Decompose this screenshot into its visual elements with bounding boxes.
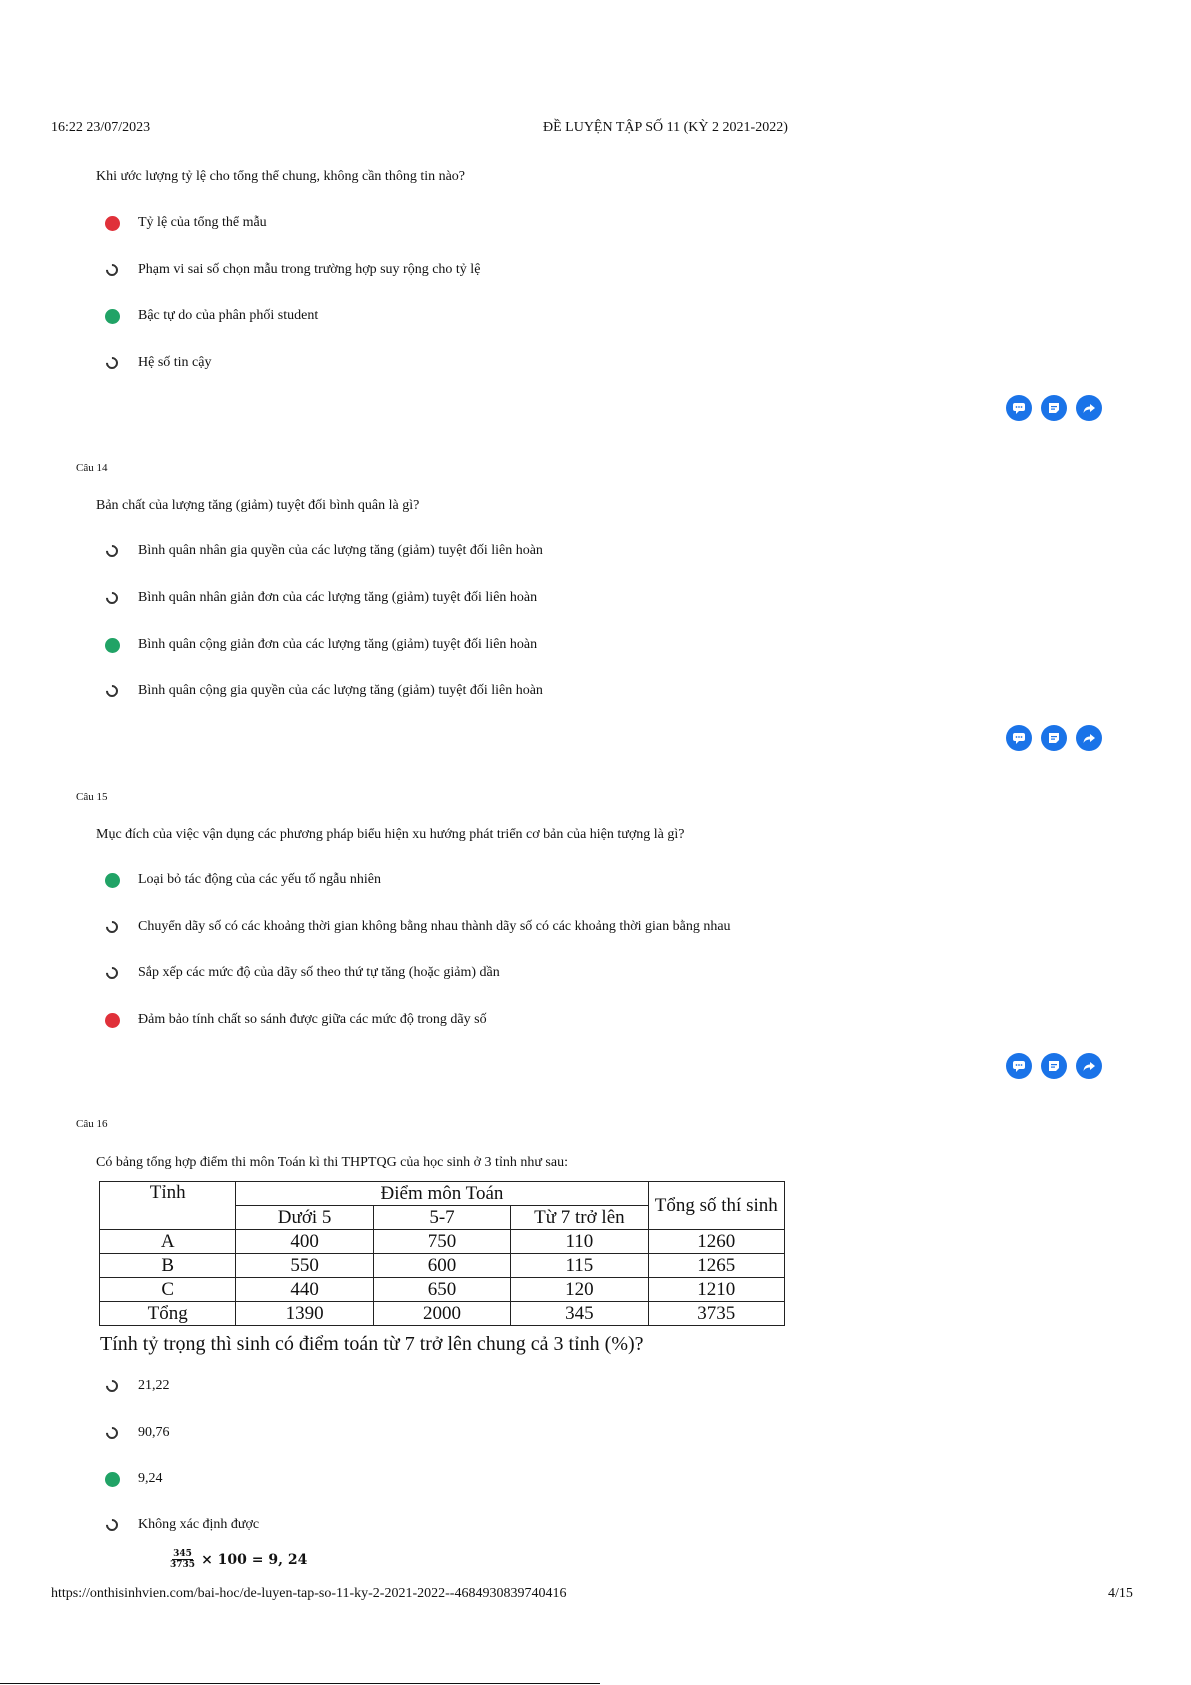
- table-cell: 1210: [648, 1278, 784, 1302]
- option-label: Tỷ lệ của tổng thể mẫu: [138, 215, 267, 230]
- option-label: 21,22: [138, 1378, 170, 1393]
- radio-icon: [104, 543, 120, 559]
- q13-option-4[interactable]: [104, 352, 211, 374]
- option-label: Đảm bảo tính chất so sánh được giữa các mức độ trong dãy số: [138, 1012, 487, 1027]
- wrong-icon: [104, 215, 120, 231]
- bottom-divider: [0, 1683, 600, 1684]
- table-cell: 115: [511, 1254, 648, 1278]
- q14-option-2[interactable]: [104, 587, 537, 609]
- header-group: Điểm môn Toán: [236, 1182, 648, 1206]
- formula-denominator: 3735: [170, 1560, 196, 1570]
- comment-icon[interactable]: [1006, 395, 1032, 421]
- q15-option-1[interactable]: [104, 869, 381, 891]
- table-cell: 110: [511, 1230, 648, 1254]
- radio-icon: [104, 1425, 120, 1441]
- q16-option-2[interactable]: [104, 1422, 170, 1444]
- table-cell: 650: [373, 1278, 510, 1302]
- q13-option-2[interactable]: [104, 259, 480, 281]
- option-label: Chuyển dãy số có các khoảng thời gian không bằng nhau thành dãy số có các khoảng thời gian bằng nhau: [138, 919, 731, 934]
- table-cell: 400: [236, 1230, 373, 1254]
- table-row: [100, 1230, 785, 1254]
- question-15-text: Mục đích của việc vận dụng các phương pháp biểu hiện xu hướng phát triển cơ bản của hiện tượng là gì?: [96, 827, 685, 842]
- table-cell: Tổng: [100, 1302, 236, 1326]
- option-label: Bình quân nhân gia quyền của các lượng tăng (giảm) tuyệt đối liên hoàn: [138, 543, 543, 558]
- option-label: Bình quân cộng giản đơn của các lượng tăng (giảm) tuyệt đối liên hoàn: [138, 637, 538, 652]
- score-table: [99, 1181, 785, 1326]
- q14-option-3[interactable]: [104, 634, 537, 656]
- check-icon: [104, 872, 120, 888]
- table-row: [100, 1302, 785, 1326]
- table-cell: B: [100, 1254, 236, 1278]
- share-icon[interactable]: [1076, 725, 1102, 751]
- option-label: Sắp xếp các mức độ của dãy số theo thứ tự tăng (hoặc giảm) dần: [138, 965, 500, 980]
- question-13-text: Khi ước lượng tỷ lệ cho tổng thể chung, không cần thông tin nào?: [96, 169, 466, 184]
- share-icon[interactable]: [1076, 1053, 1102, 1079]
- formula-fraction: [170, 1549, 195, 1570]
- table-cell: 750: [373, 1230, 510, 1254]
- table-cell: 550: [236, 1254, 373, 1278]
- radio-icon: [104, 683, 120, 699]
- radio-icon: [104, 1517, 120, 1533]
- header-province: Tỉnh: [100, 1182, 236, 1230]
- check-icon: [104, 637, 120, 653]
- table-cell: 3735: [648, 1302, 784, 1326]
- solution-formula: [170, 1549, 307, 1570]
- check-icon: [104, 308, 120, 324]
- comment-icon[interactable]: [1006, 1053, 1032, 1079]
- check-icon: [104, 1471, 120, 1487]
- question-16-text: Có bảng tổng hợp điểm thi môn Toán kì thi THPTQG của học sinh ở 3 tỉnh như sau:: [96, 1155, 568, 1170]
- note-icon[interactable]: [1041, 395, 1067, 421]
- option-label: Bậc tự do của phân phối student: [138, 308, 319, 323]
- comment-icon[interactable]: [1006, 725, 1032, 751]
- wrong-icon: [104, 1012, 120, 1028]
- q16-option-3[interactable]: [104, 1468, 163, 1490]
- q14-option-1[interactable]: [104, 540, 543, 562]
- q13-option-1[interactable]: [104, 212, 267, 234]
- formula-rest: × 100 = 9, 24: [201, 1551, 308, 1568]
- table-row: [100, 1278, 785, 1302]
- option-label: Bình quân nhân giản đơn của các lượng tăng (giảm) tuyệt đối liên hoàn: [138, 590, 538, 605]
- table-cell: 1390: [236, 1302, 373, 1326]
- radio-icon: [104, 919, 120, 935]
- q15-actions: [1006, 1053, 1102, 1079]
- page-number: 4/15: [1108, 1586, 1133, 1601]
- q13-actions: [1006, 395, 1102, 421]
- note-icon[interactable]: [1041, 1053, 1067, 1079]
- header-total: Tổng số thí sinh: [648, 1182, 784, 1230]
- option-label: Loại bỏ tác động của các yếu tố ngẫu nhiên: [138, 872, 381, 887]
- note-icon[interactable]: [1041, 725, 1067, 751]
- table-cell: C: [100, 1278, 236, 1302]
- option-label: Bình quân cộng gia quyền của các lượng tăng (giảm) tuyệt đối liên hoàn: [138, 683, 543, 698]
- table-header-row: [100, 1182, 785, 1206]
- table-cell: 345: [511, 1302, 648, 1326]
- print-datetime: 16:22 23/07/2023: [51, 120, 151, 135]
- radio-icon: [104, 1378, 120, 1394]
- radio-icon: [104, 262, 120, 278]
- formula-numerator: 345: [173, 1549, 192, 1559]
- table-cell: 440: [236, 1278, 373, 1302]
- question-16-number: Câu 16: [76, 1118, 108, 1130]
- question-15-number: Câu 15: [76, 791, 108, 803]
- radio-icon: [104, 590, 120, 606]
- q16-option-1[interactable]: [104, 1375, 170, 1397]
- option-label: 9,24: [138, 1471, 163, 1486]
- q14-option-4[interactable]: [104, 680, 543, 702]
- q15-option-3[interactable]: [104, 962, 500, 984]
- share-icon[interactable]: [1076, 395, 1102, 421]
- q15-option-2[interactable]: [104, 916, 731, 938]
- table-cell: 2000: [373, 1302, 510, 1326]
- page-title: ĐỀ LUYỆN TẬP SỐ 11 (KỲ 2 2021-2022): [543, 120, 788, 135]
- question-14-text: Bản chất của lượng tăng (giảm) tuyệt đối bình quân là gì?: [96, 498, 420, 513]
- radio-icon: [104, 965, 120, 981]
- radio-icon: [104, 355, 120, 371]
- table-cell: A: [100, 1230, 236, 1254]
- table-row: [100, 1254, 785, 1278]
- subheader-cell: Từ 7 trở lên: [511, 1206, 648, 1230]
- q15-option-4[interactable]: [104, 1009, 487, 1031]
- option-label: Hệ số tin cậy: [138, 355, 212, 370]
- q13-option-3[interactable]: [104, 305, 318, 327]
- footer-url[interactable]: https://onthisinhvien.com/bai-hoc/de-luyen-tap-so-11-ky-2-2021-2022--4684930839740416: [51, 1586, 567, 1601]
- option-label: Phạm vi sai số chọn mẫu trong trường hợp suy rộng cho tỷ lệ: [138, 262, 481, 277]
- option-label: Không xác định được: [138, 1517, 260, 1532]
- question-16-prompt: Tính tỷ trọng thì sinh có điểm toán từ 7 trở lên chung cả 3 tỉnh (%)?: [100, 1333, 644, 1355]
- q14-actions: [1006, 725, 1102, 751]
- table-cell: 600: [373, 1254, 510, 1278]
- q16-option-4[interactable]: [104, 1514, 259, 1536]
- option-label: 90,76: [138, 1425, 170, 1440]
- question-14-number: Câu 14: [76, 462, 108, 474]
- subheader-cell: Dưới 5: [236, 1206, 373, 1230]
- subheader-cell: 5-7: [373, 1206, 510, 1230]
- table-cell: 120: [511, 1278, 648, 1302]
- table-cell: 1265: [648, 1254, 784, 1278]
- table-cell: 1260: [648, 1230, 784, 1254]
